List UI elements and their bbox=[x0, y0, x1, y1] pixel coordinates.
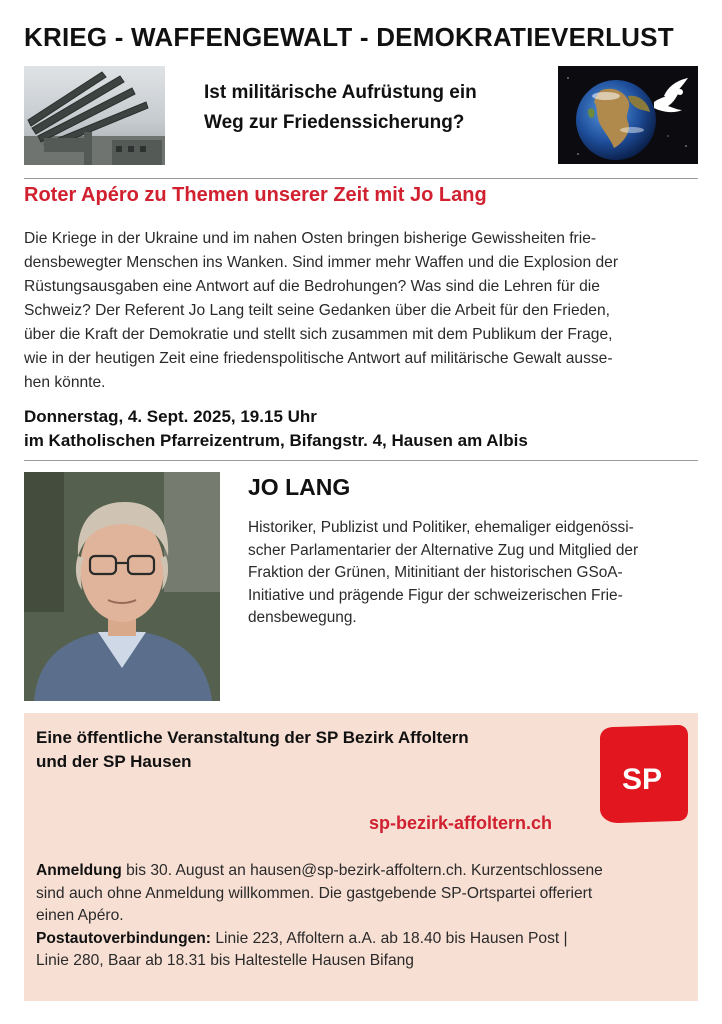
portrait-photo-icon bbox=[24, 472, 220, 701]
missile-launcher-image bbox=[24, 66, 165, 165]
main-title: KRIEG - WAFFENGEWALT - DEMOKRATIEVERLUST bbox=[24, 22, 674, 52]
sp-logo-text: SP bbox=[621, 763, 663, 796]
hero-question-line-2: Weg zur Friedenssicherung? bbox=[204, 112, 465, 133]
transport-label: Postautoverbindungen: bbox=[36, 929, 211, 947]
hero-question bbox=[204, 78, 544, 138]
event-subtitle: Roter Apéro zu Themen unserer Zeit mit Jo Lang bbox=[24, 184, 487, 206]
footer-info bbox=[36, 860, 686, 973]
organizer-line-1: Eine öffentliche Veranstaltung der SP Bezirk Affoltern bbox=[36, 728, 469, 747]
flyer-page bbox=[24, 0, 698, 1024]
bio-line: scher Parlamentarier der Alternative Zug und Mitglied der bbox=[248, 541, 639, 559]
speaker-portrait bbox=[24, 472, 220, 701]
event-date: Donnerstag, 4. Sept. 2025, 19.15 Uhr bbox=[24, 407, 317, 426]
intro-paragraph bbox=[24, 227, 698, 395]
footer-box bbox=[24, 713, 698, 1001]
bio-line: Fraktion der Grünen, Mitinitiant der historischen GSoA- bbox=[248, 564, 623, 582]
bio-line: Initiative und prägende Figur der schweizerischen Frie- bbox=[248, 586, 623, 604]
intro-line: wie in der heutigen Zeit eine friedenspolitische Antwort auf militärische Gewalt ausse- bbox=[24, 350, 613, 367]
missile-launcher-icon bbox=[24, 66, 165, 165]
intro-line: Schweiz? Der Referent Jo Lang teilt seine Gedanken über die Arbeit für den Frieden, bbox=[24, 302, 610, 319]
transport-line-1 bbox=[36, 928, 686, 951]
registration-line-1 bbox=[36, 860, 686, 883]
hero-question-line-1: Ist militärische Aufrüstung ein bbox=[204, 82, 477, 103]
speaker-bio bbox=[248, 517, 698, 630]
registration-line-2: sind auch ohne Anmeldung willkommen. Die gastgebende SP-Ortspartei offeriert bbox=[36, 884, 593, 902]
earth-dove-image bbox=[558, 66, 698, 164]
intro-line: Die Kriege in der Ukraine und im nahen Osten bringen bisherige Gewissheiten frie- bbox=[24, 230, 597, 247]
divider-top bbox=[24, 178, 698, 179]
event-details bbox=[24, 405, 698, 453]
intro-line: densbewegter Menschen ins Wanken. Sind immer mehr Waffen und die Explosion der bbox=[24, 254, 619, 271]
registration-deadline: bis 30. August an bbox=[121, 862, 251, 879]
registration-email-link[interactable]: hausen@sp-bezirk-affoltern.ch bbox=[250, 862, 463, 879]
intro-line: über die Kraft der Demokratie und stellt sich zusammen mit dem Publikum der Frage, bbox=[24, 326, 613, 343]
sp-logo bbox=[594, 725, 690, 823]
divider-middle bbox=[24, 460, 698, 461]
speaker-name: JO LANG bbox=[248, 474, 351, 500]
organizer-line-2: und der SP Hausen bbox=[36, 752, 192, 771]
organizer-heading bbox=[36, 726, 536, 774]
website-link[interactable]: sp-bezirk-affoltern.ch bbox=[369, 813, 553, 833]
transport-route-2: Linie 280, Baar ab 18.31 bis Haltestelle Hausen Bifang bbox=[36, 952, 414, 969]
registration-line-1-end: . Kurzentschlossene bbox=[462, 862, 603, 879]
intro-line: Rüstungsausgaben eine Antwort auf die Bedrohungen? Was sind die Lehren für die bbox=[24, 278, 600, 295]
bio-line: Historiker, Publizist und Politiker, ehemaliger eidgenössi- bbox=[248, 519, 634, 536]
earth-with-dove-icon bbox=[558, 66, 698, 164]
bio-line: densbewegung. bbox=[248, 609, 357, 627]
event-location: im Katholischen Pfarreizentrum, Bifangstr. 4, Hausen am Albis bbox=[24, 431, 528, 450]
intro-line: hen könnte. bbox=[24, 374, 106, 391]
registration-line-3: einen Apéro. bbox=[36, 907, 124, 924]
registration-label: Anmeldung bbox=[36, 862, 122, 879]
transport-route-1: Linie 223, Affoltern a.A. ab 18.40 bis Hausen Post | bbox=[211, 929, 568, 947]
hero-section bbox=[24, 66, 698, 166]
